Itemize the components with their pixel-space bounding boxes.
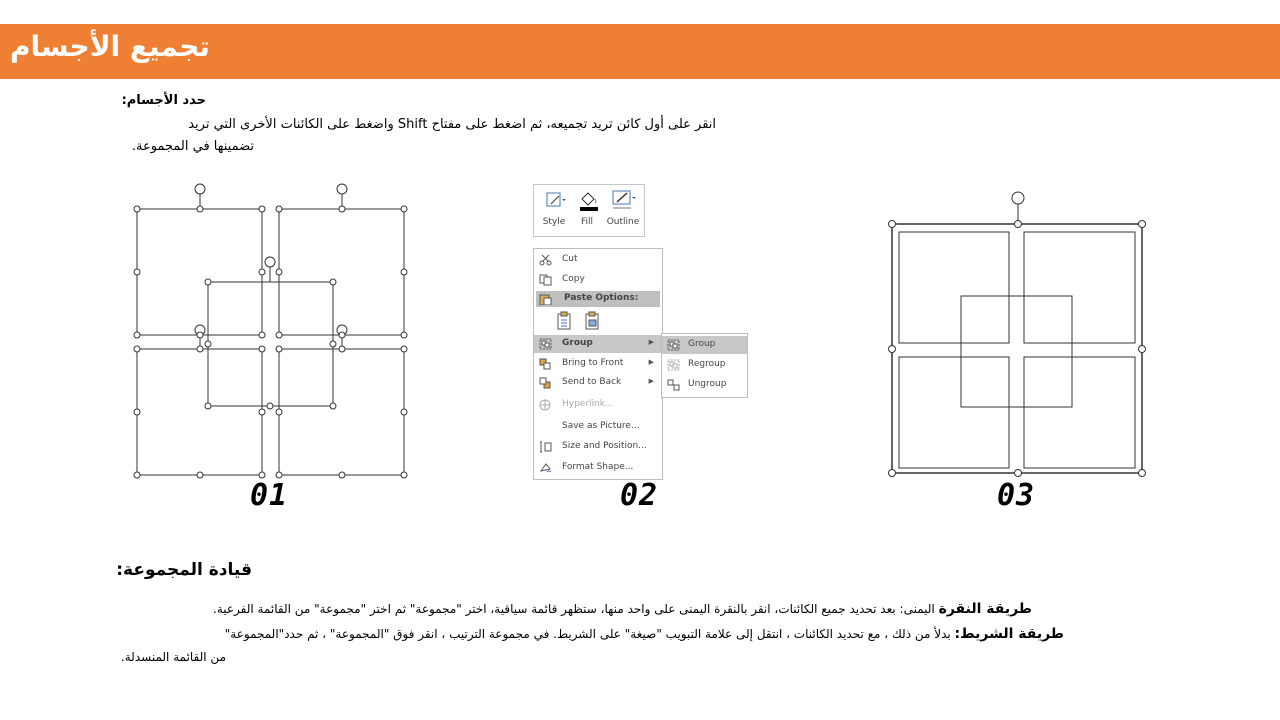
ribbon-method-title: طريقة الشريط: xyxy=(954,626,1064,642)
fill-button[interactable] xyxy=(572,185,602,236)
paint-bucket-icon xyxy=(578,189,600,211)
outline-label: Outline xyxy=(606,217,640,227)
figure-label-02: 02 xyxy=(620,478,659,513)
fill-label: Fill xyxy=(580,217,594,227)
menu-item-send-to-back[interactable] xyxy=(534,374,662,392)
paste-picture-icon[interactable] xyxy=(584,311,602,331)
format-shape-icon xyxy=(539,462,552,474)
paste-options-label: Paste Options: xyxy=(564,293,639,303)
menu-item-cut[interactable] xyxy=(534,251,662,269)
format-ribbon xyxy=(533,184,645,237)
menu-item-cut-label: Cut xyxy=(562,254,578,264)
style-button[interactable] xyxy=(538,185,570,236)
menu-item-hyperlink-label: Hyperlink... xyxy=(562,399,614,409)
paragraph-ribbon-method xyxy=(114,626,1064,642)
menu-item-bring-to-front[interactable] xyxy=(534,355,662,373)
section-group-heading: قيادة المجموعة: xyxy=(116,560,252,580)
menu-item-format-shape[interactable] xyxy=(534,459,662,477)
paragraph-ribbon-method-continued: من القائمة المنسدلة. xyxy=(120,650,226,664)
scissors-icon xyxy=(539,254,552,266)
menu-item-format-shape-label: Format Shape... xyxy=(562,462,634,472)
bring-to-front-icon xyxy=(539,358,552,370)
menu-item-group[interactable] xyxy=(534,335,662,353)
submenu-item-ungroup[interactable] xyxy=(662,376,747,394)
menu-item-group-label: Group xyxy=(562,338,593,348)
menu-item-send-to-back-label: Send to Back xyxy=(562,377,622,387)
style-label: Style xyxy=(542,217,566,227)
paste-options-header xyxy=(536,291,660,307)
menu-item-copy[interactable] xyxy=(534,271,662,289)
rotate-handle-icon xyxy=(1012,192,1024,224)
section-select-heading: حدد الأجسام: xyxy=(121,93,206,108)
menu-item-copy-label: Copy xyxy=(562,274,585,284)
slide-title: تجميع الأجسام xyxy=(10,30,210,63)
group-submenu xyxy=(661,333,748,398)
group-icon xyxy=(667,339,680,351)
figure-03-grouped-shapes xyxy=(880,185,1155,485)
group-icon xyxy=(539,338,552,350)
shape-style-icon xyxy=(546,191,566,209)
submenu-item-regroup-label: Regroup xyxy=(688,359,726,369)
copy-icon xyxy=(539,274,552,286)
clipboard-icon xyxy=(539,293,552,305)
context-menu xyxy=(533,248,663,480)
figure-label-01: 01 xyxy=(250,478,289,513)
figure-01-selected-shapes xyxy=(125,178,425,488)
submenu-item-group[interactable] xyxy=(662,336,747,354)
ribbon-method-text: بدلأ من ذلك ، مع تحديد الكائنات ، انتقل إلى علامة التبويب "صيغة" على الشريط. في مجموعة الترتيب ، انقر فوق "المجموعة" ، ثم حدد"المجموعة" xyxy=(224,627,955,641)
menu-item-hyperlink[interactable] xyxy=(534,396,662,414)
right-click-method-text: اليمنى: بعد تحديد جميع الكائنات، انقر بالنقرة اليمنى على واحد منها، ستظهر قائمة سياقية، اختر "مجموعة" ثم اختر "مجموعة" من القائمة الفرعية. xyxy=(213,602,939,616)
size-position-icon xyxy=(539,441,552,453)
menu-item-bring-to-front-label: Bring to Front xyxy=(562,358,624,368)
paste-keep-formatting-icon[interactable] xyxy=(556,311,574,331)
submenu-arrow-icon: ▶ xyxy=(648,358,654,366)
menu-item-save-as-picture[interactable] xyxy=(534,418,662,436)
menu-item-size-and-position[interactable] xyxy=(534,438,662,456)
menu-item-save-as-picture-label: Save as Picture... xyxy=(562,421,640,431)
submenu-item-ungroup-label: Ungroup xyxy=(688,379,727,389)
section-select-line-2: تضمينها في المجموعة. xyxy=(131,139,254,154)
figure-label-03: 03 xyxy=(997,478,1036,513)
pen-outline-icon xyxy=(612,189,638,211)
submenu-arrow-icon: ▶ xyxy=(648,338,654,346)
submenu-item-group-label: Group xyxy=(688,339,716,349)
outline-button[interactable] xyxy=(604,185,642,236)
submenu-arrow-icon: ▶ xyxy=(648,377,654,385)
section-select-line-1: انقر على أول كائن تريد تجميعه، ثم اضغط على مفتاح Shift واضغط على الكائنات الأخرى التي تريد xyxy=(188,117,716,132)
menu-item-size-and-position-label: Size and Position... xyxy=(562,441,647,451)
right-click-method-title: طريقة النقرة xyxy=(938,601,1032,617)
paragraph-right-click-method xyxy=(114,601,1032,617)
send-to-back-icon xyxy=(539,377,552,389)
ungroup-icon xyxy=(667,379,680,391)
regroup-icon xyxy=(667,359,680,371)
title-bar xyxy=(0,24,1280,79)
hyperlink-icon xyxy=(539,399,552,411)
submenu-item-regroup[interactable] xyxy=(662,356,747,374)
